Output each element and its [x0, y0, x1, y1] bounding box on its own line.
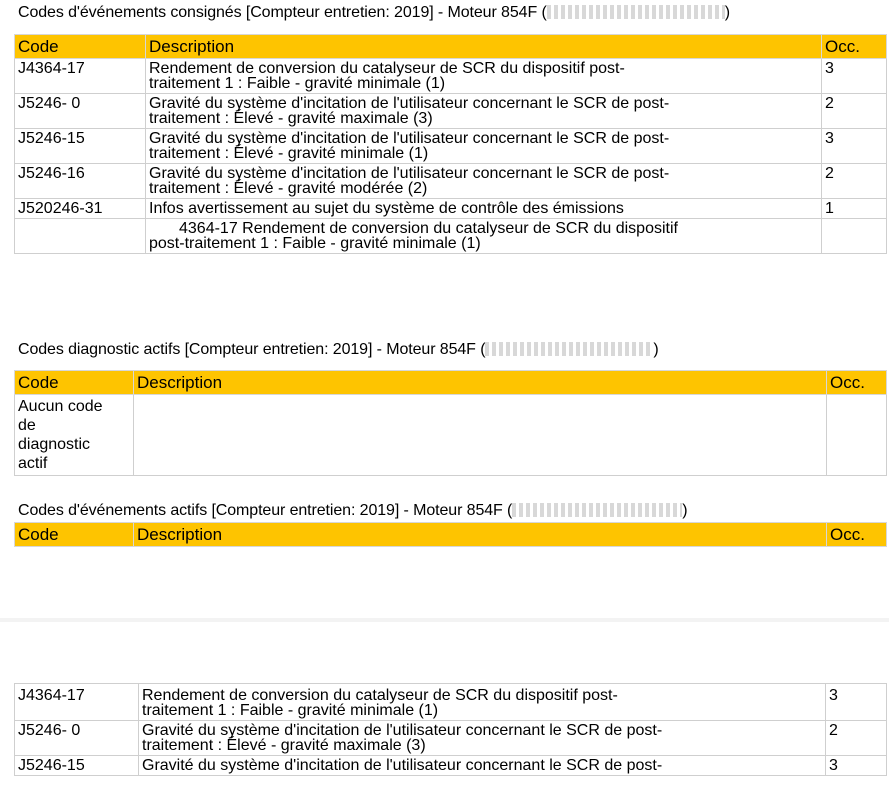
section-title-end: ): [653, 341, 659, 358]
description-cell: [139, 721, 826, 756]
description-line: traitement : Élevé - gravité minimale (1): [149, 145, 429, 162]
empty-message-line: actif: [18, 455, 48, 472]
occ-cell: 3: [826, 756, 887, 776]
redacted-serial: [485, 342, 653, 356]
col-header-description: Description: [134, 371, 827, 395]
col-header-occ: Occ.: [822, 35, 887, 59]
page2-table: [14, 683, 887, 776]
table-row: [15, 684, 887, 721]
code-cell: J4364-17: [15, 684, 139, 721]
redacted-serial: [512, 503, 682, 517]
occ-cell: 2: [822, 164, 887, 199]
col-header-code: Code: [15, 35, 146, 59]
description-line: Gravité du système d'incitation de l'utilisateur concernant le SCR de post-: [142, 722, 663, 739]
table-header-row: [15, 371, 887, 395]
description-cell: Gravité du système d'incitation de l'utilisateur concernant le SCR de post-: [139, 756, 826, 776]
description-line: Gravité du système d'incitation de l'utilisateur concernant le SCR de post-: [149, 95, 670, 112]
occ-cell: 3: [822, 129, 887, 164]
description-line: traitement 1 : Faible - gravité minimale (1): [142, 702, 439, 719]
col-header-code: Code: [15, 523, 134, 547]
empty-message-cell: [15, 395, 134, 476]
description-line: Gravité du système d'incitation de l'utilisateur concernant le SCR de post-: [149, 130, 670, 147]
section-title-event-logged: [18, 4, 730, 22]
event-active-table: [14, 522, 887, 547]
section-title-end: ): [724, 4, 730, 21]
table-row: [15, 129, 887, 164]
col-header-code: Code: [15, 371, 134, 395]
event-logged-table: [14, 34, 887, 254]
description-line: 4364-17 Rendement de conversion du catalyseur de SCR du dispositif: [179, 220, 678, 237]
occ-cell: 1: [822, 199, 887, 219]
table-row: [15, 756, 887, 776]
code-cell-empty: [15, 219, 146, 254]
section-title-end: ): [682, 502, 688, 519]
description-cell: [146, 94, 822, 129]
table-header-row: [15, 523, 887, 547]
description-cell: [139, 684, 826, 721]
page-separator: [0, 618, 889, 622]
occ-cell: 3: [826, 684, 887, 721]
section-title-event-active: [18, 502, 688, 520]
description-cell: [146, 219, 822, 254]
occ-cell: 2: [826, 721, 887, 756]
occ-cell-empty: [822, 219, 887, 254]
table-row: [15, 164, 887, 199]
empty-message-line: diagnostic: [18, 436, 91, 453]
description-cell-empty: [134, 395, 827, 476]
description-line: post-traitement 1 : Faible - gravité minimale (1): [149, 235, 481, 252]
description-line: traitement 1 : Faible - gravité minimale (1): [149, 75, 446, 92]
code-cell: J5246-15: [15, 129, 146, 164]
code-cell: J5246- 0: [15, 721, 139, 756]
code-cell: J5246-16: [15, 164, 146, 199]
empty-message-line: Aucun code: [18, 398, 103, 415]
occ-cell: 2: [822, 94, 887, 129]
description-line: Rendement de conversion du catalyseur de SCR du dispositif post-: [149, 60, 625, 77]
description-line: traitement : Élevé - gravité maximale (3): [149, 110, 433, 127]
description-cell: [146, 129, 822, 164]
col-header-description: Description: [134, 523, 827, 547]
section-title-text: Codes d'événements consignés [Compteur entretien: 2019] - Moteur 854F (: [18, 4, 547, 21]
description-cell: [146, 164, 822, 199]
section-title-diag-active: [18, 341, 659, 359]
code-cell: J4364-17: [15, 59, 146, 94]
table-row: [15, 199, 887, 219]
col-header-occ: Occ.: [827, 523, 887, 547]
description-cell: [146, 59, 822, 94]
diag-active-table: [14, 370, 887, 476]
section-title-text: Codes diagnostic actifs [Compteur entretien: 2019] - Moteur 854F (: [18, 341, 486, 358]
code-cell: J5246-15: [15, 756, 139, 776]
col-header-occ: Occ.: [827, 371, 887, 395]
table-row: [15, 395, 887, 476]
section-title-text: Codes d'événements actifs [Compteur entretien: 2019] - Moteur 854F (: [18, 502, 513, 519]
table-row: [15, 94, 887, 129]
col-header-description: Description: [146, 35, 822, 59]
table-row: [15, 59, 887, 94]
table-row: [15, 721, 887, 756]
code-cell: J5246- 0: [15, 94, 146, 129]
description-line: traitement : Élevé - gravité maximale (3): [142, 737, 426, 754]
description-line: Gravité du système d'incitation de l'utilisateur concernant le SCR de post-: [149, 165, 670, 182]
description-line: traitement : Élevé - gravité modérée (2): [149, 180, 428, 197]
description-line: Rendement de conversion du catalyseur de SCR du dispositif post-: [142, 687, 618, 704]
redacted-serial: [547, 5, 725, 19]
description-cell: Infos avertissement au sujet du système de contrôle des émissions: [146, 199, 822, 219]
table-header-row: [15, 35, 887, 59]
code-cell: J520246-31: [15, 199, 146, 219]
table-row-extra: [15, 219, 887, 254]
empty-message-line: de: [18, 417, 36, 434]
occ-cell-empty: [827, 395, 887, 476]
occ-cell: 3: [822, 59, 887, 94]
